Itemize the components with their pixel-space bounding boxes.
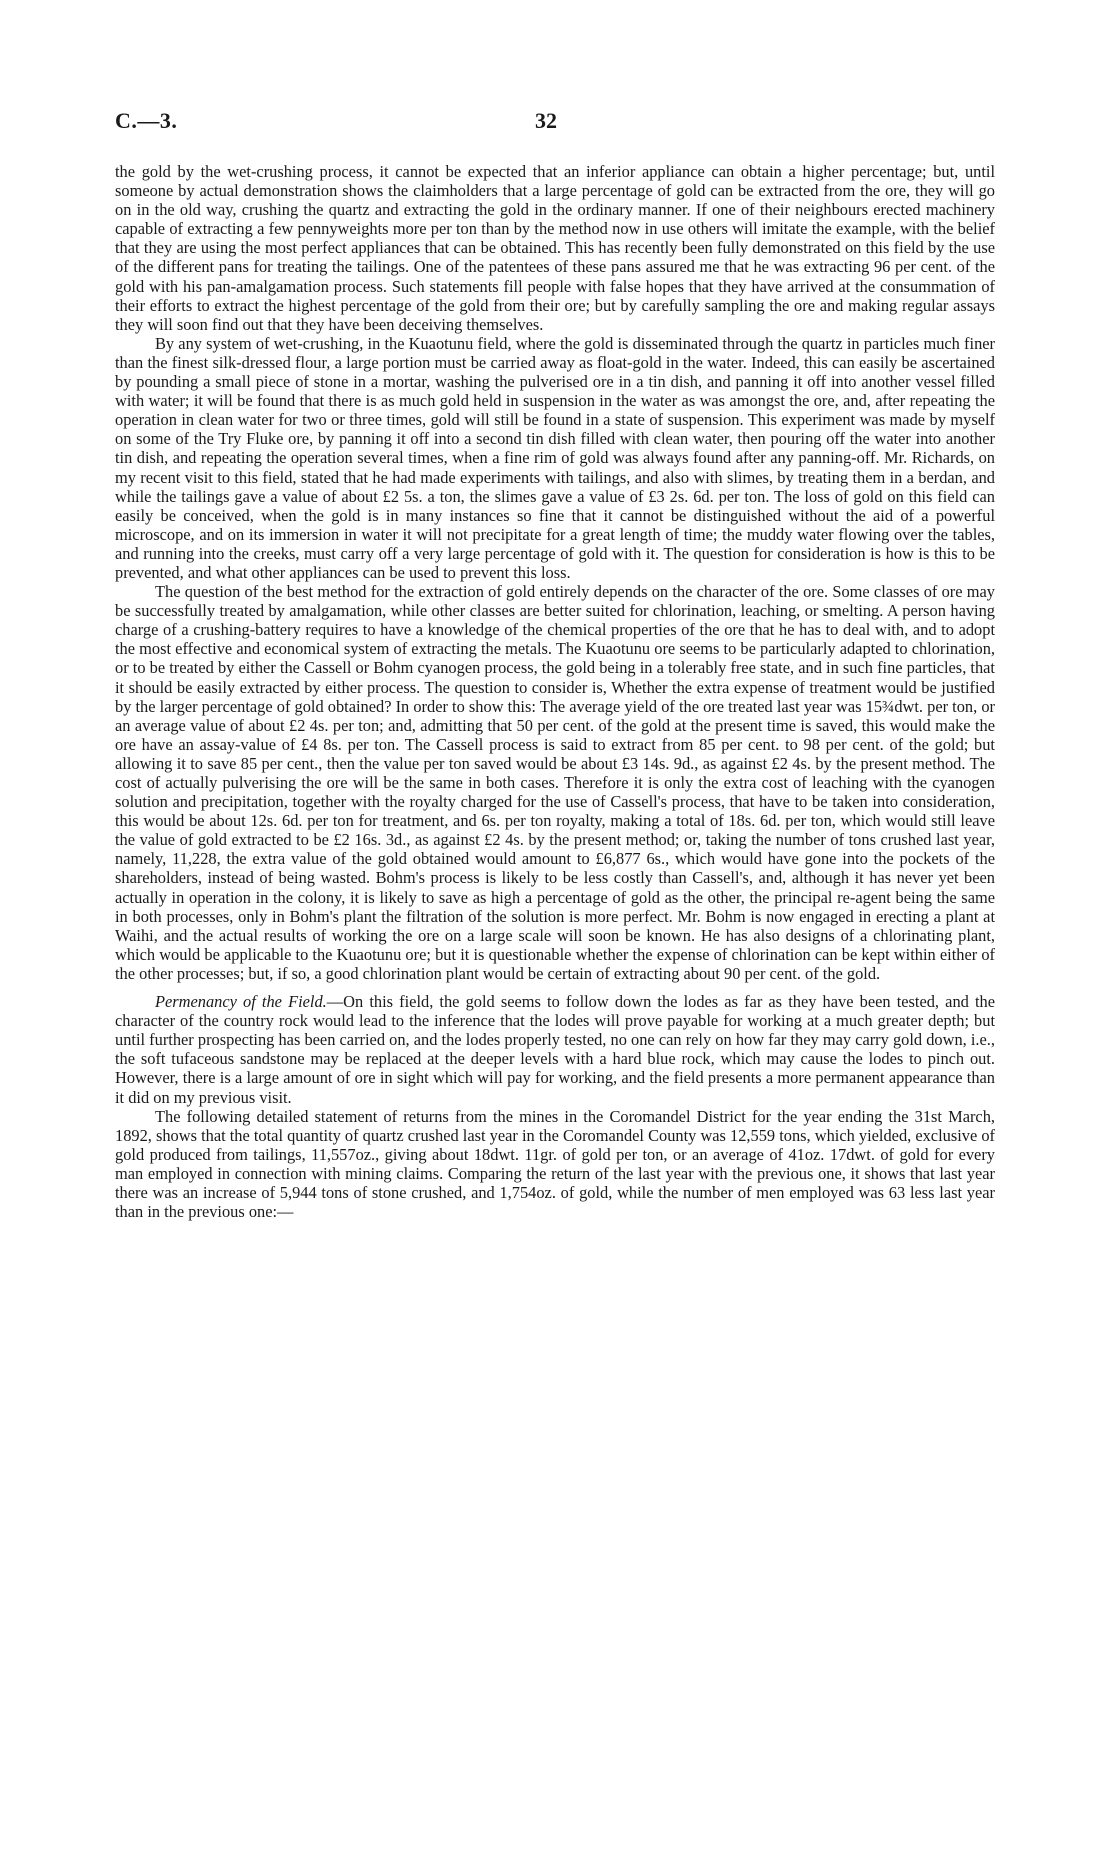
page-header: [115, 108, 995, 138]
body-text: [115, 162, 995, 1221]
paragraph-permanency: [115, 992, 995, 1107]
page-number: 32: [535, 108, 557, 133]
paragraph-continuation: the gold by the wet-crushing process, it cannot be expected that an inferior appliance can obtain a higher percentage; but, until someone by actual demonstration shows the claimholders that a large percentage of gold can be extracted from the ore, they will go on in the old way, crushing the quartz and extracting the gold in the ordinary manner. If one of their neighbours erected machinery capable of extracting a few pennyweights more per ton than by the method now in use others will imitate the example, with the belief that they are using the most perfect appliances that can be obtained. This has recently been fully demonstrated on this field by the use of the different pans for treating the tailings. One of the patentees of these pans assured me that he was extracting 96 per cent. of the gold with his pan-amalgamation process. Such statements fill people with false hopes that they have arrived at the consummation of their efforts to extract the highest percentage of the gold from their ore; but by carefully sampling the ore and making regular assays they will soon find out that they have been deceiving themselves.: [115, 162, 995, 334]
paragraph-permanency-text: —On this field, the gold seems to follow down the lodes as far as they have been tested, and the character of the country rock would lead to the inference that the lodes will prove payable for working at a much greater depth; but until further prospecting has been carried on, and the lodes properly tested, no one can rely on how far they may carry gold down, i.e., the soft tufaceous sandstone may be replaced at the deeper levels with a hard blue rock, which may cause the lodes to pinch out. However, there is a large amount of ore in sight which will pay for working, and the field presents a more permanent appearance than it did on my previous visit.: [115, 992, 995, 1107]
paragraph-returns-statement: The following detailed statement of returns from the mines in the Coromandel District for the year ending the 31st March, 1892, shows that the total quantity of quartz crushed last year in the Coromandel County was 12,559 tons, which yielded, exclusive of gold produced from tailings, 11,557oz., giving about 18dwt. 11gr. of gold per ton, or an average of 41oz. 17dwt. of gold for every man employed in connection with mining claims. Comparing the return of the last year with the previous one, it shows that last year there was an increase of 5,944 tons of stone crushed, and 1,754oz. of gold, while the number of men employed was 63 less last year than in the previous one:—: [115, 1106, 995, 1222]
paragraph-extraction-method: The question of the best method for the extraction of gold entirely depends on the character of the ore. Some classes of ore may be successfully treated by amalgamation, while other classes are better suited for chlorination, leaching, or smelting. A person having charge of a crushing-battery requires to have a knowledge of the chemical properties of the ore that he has to deal with, and to adopt the most effective and economical system of extracting the metals. The Kuaotunu ore seems to be particularly adapted to chlorination, or to be treated by either the Cassell or Bohm cyanogen process, the gold being in a tolerably free state, and in such fine particles, that it should be easily extracted by either process. The question to consider is, Whether the extra expense of treatment would be justified by the larger percentage of gold obtained? In order to show this: The average yield of the ore treated last year was 15¾dwt. per ton, or an average value of about £2 4s. per ton; and, admitting that 50 per cent. of the gold at the present time is saved, this would make the ore have an assay-value of £4 8s. per ton. The Cassell process is said to extract from 85 per cent. to 98 per cent. of the gold; but allowing it to save 85 per cent., then the value per ton saved would be about £3 14s. 9d., as against £2 4s. by the present method. The cost of actually pulverising the ore will be the same in both cases. Therefore it is only the extra cost of leaching with the cyanogen solution and precipitation, together with the royalty charged for the use of Cassell's process, that have to be taken into consideration, this would be about 12s. 6d. per ton for treatment, and 6s. per ton royalty, making a total of 18s. 6d. per ton, which would still leave the value of gold extracted to be £2 16s. 3d., as against £2 4s. by the present method; or, taking the number of tons crushed last year, namely, 11,228, the extra value of the gold obtained would amount to £6,877 6s., which would have gone into the pockets of the shareholders, instead of being wasted. Bohm's process is likely to be less costly than Cassell's, and, although it has never yet been actually in operation in the colony, it is likely to save as high a percentage of gold as the other, the principal re-agent being the same in both processes, only in Bohm's plant the filtration of the solution is more perfect. Mr. Bohm is now engaged in erecting a plant at Waihi, and the actual results of working the ore on a large scale will soon be known. He has also designs of a chlorinating plant, which would be applicable to the Kuaotunu ore; but it is questionable whether the expense of chlorination can be kept within either of the other processes; but, if so, a good chlorination plant would be certain of extracting about 90 per cent. of the gold.: [115, 582, 995, 983]
document-reference: C.—3.: [115, 108, 178, 133]
paragraph-wet-crushing: By any system of wet-crushing, in the Kuaotunu field, where the gold is disseminated through the quartz in particles much finer than the finest silk-dressed flour, a large portion must be carried away as float-gold in the water. Indeed, this can easily be ascertained by pounding a small piece of stone in a mortar, washing the pulverised ore in a tin dish, and panning it off into another vessel filled with water; it will be found that there is as much gold held in suspension in the water as was amongst the ore, and, after repeating the operation in clean water for two or three times, gold will still be found in a state of suspension. This experiment was made by myself on some of the Try Fluke ore, by panning it off into a second tin dish filled with clean water, then pouring off the water into another tin dish, and repeating the operation several times, when a fine rim of gold was always found after any panning-off. Mr. Richards, on my recent visit to this field, stated that he had made experiments with tailings, and also with slimes, by treating them in a berdan, and while the tailings gave a value of about £2 5s. a ton, the slimes gave a value of £3 2s. 6d. per ton. The loss of gold on this field can easily be conceived, when the gold is in many instances so fine that it cannot be distinguished without the aid of a powerful microscope, and on its immersion in water it will not precipitate for a great length of time; the muddy water flowing over the tables, and running into the creeks, must carry off a very large percentage of gold with it. The question for consideration is how is this to be prevented, and what other appliances can be used to prevent this loss.: [115, 333, 995, 582]
section-title-permanency: Permenancy of the Field.: [155, 992, 327, 1012]
